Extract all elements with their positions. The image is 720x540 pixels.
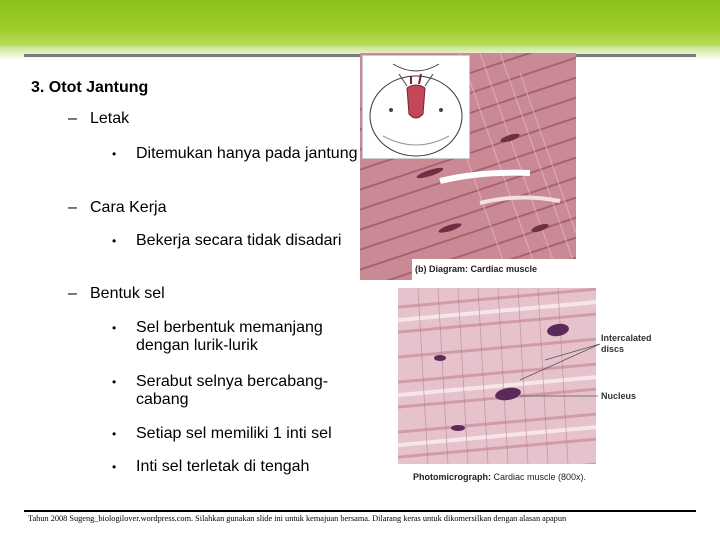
bullet-text: Inti sel terletak di tengah	[136, 458, 310, 475]
section-heading-bentuk-sel: – Bentuk sel	[68, 285, 165, 302]
photo-caption-prefix: Photomicrograph:	[413, 472, 491, 482]
photomicrograph-caption	[413, 472, 586, 482]
nucleus-label: Nucleus	[601, 391, 637, 401]
bullet-item: • Ditemukan hanya pada jantung	[112, 145, 382, 185]
diagram-caption-prefix: (b) Diagram:	[415, 264, 469, 274]
bullet-text: Sel berbentuk memanjang dengan lurik-lurik	[136, 319, 323, 354]
bullet-text: Setiap sel memiliki 1 inti sel	[136, 425, 332, 442]
bullet-text: Bekerja secara tidak disadari	[136, 232, 342, 249]
bullet-item: • Setiap sel memiliki 1 inti sel	[112, 425, 382, 445]
section-heading-label: Bentuk sel	[90, 285, 165, 302]
intercalated-discs-label: Intercalated discs	[601, 333, 652, 354]
bullet-item: • Serabut selnya bercabang-cabang	[112, 373, 382, 413]
bullet-text: Ditemukan hanya pada jantung	[136, 145, 358, 162]
bullet-text: Serabut selnya bercabang-cabang	[136, 373, 329, 408]
slide-title: 3. Otot Jantung	[31, 79, 149, 96]
section-heading-label: Letak	[90, 110, 130, 127]
section-heading-cara-kerja: – Cara Kerja	[68, 199, 167, 216]
footer-text: Tahun 2008 Sugeng_biologilover.wordpress.com. Silahkan gunakan slide ini untuk kemajuan bersama. Dilarang keras untuk dikomersilkan dengan alasan apapun	[28, 514, 567, 523]
footer-divider	[24, 510, 696, 512]
section-heading-letak: – Letak	[68, 110, 130, 127]
section-heading-label: Cara Kerja	[90, 199, 167, 216]
photo-caption-text: Cardiac muscle (800x).	[493, 472, 587, 482]
bullet-item: • Inti sel terletak di tengah	[112, 458, 382, 478]
bullet-item: • Sel berbentuk memanjang dengan lurik-lurik	[112, 319, 382, 359]
bullet-item: • Bekerja secara tidak disadari	[112, 232, 382, 272]
diagram-caption-text: Cardiac muscle	[470, 264, 538, 274]
